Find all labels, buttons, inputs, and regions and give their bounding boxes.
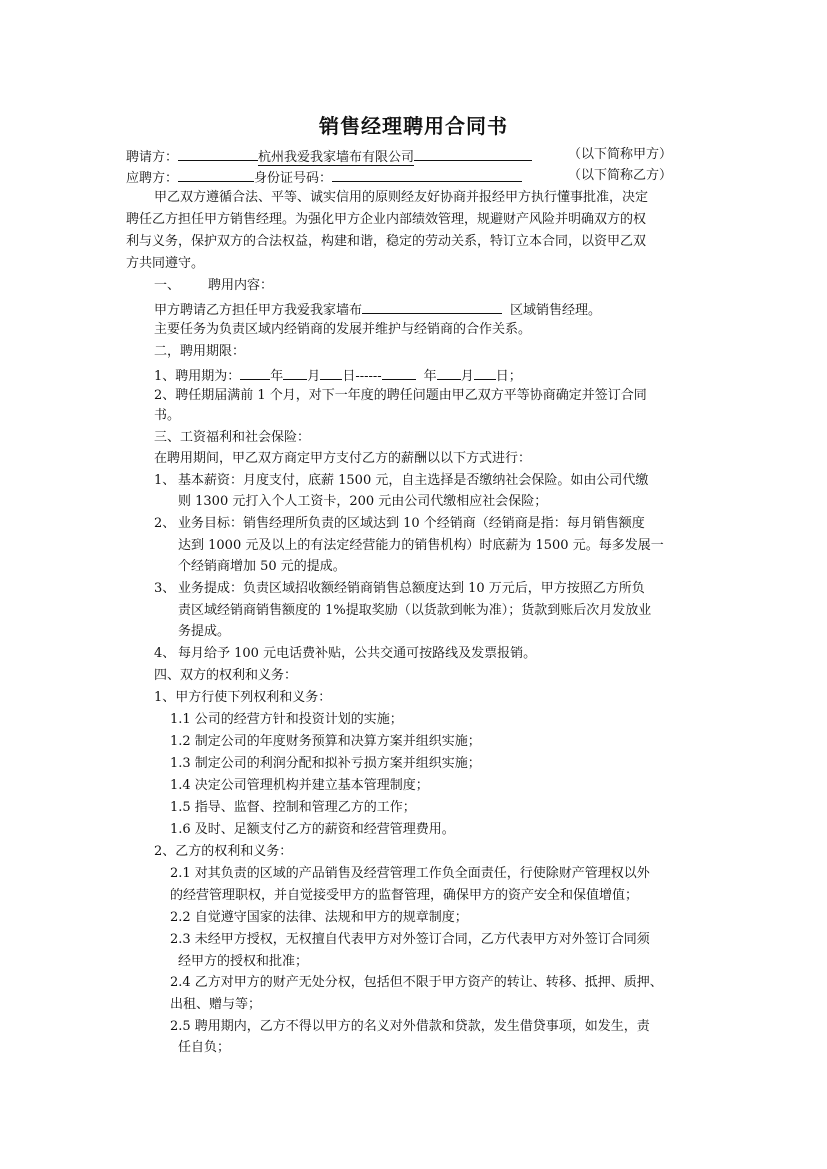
section-1-line-2: 主要任务为负责区域内经销商的发展并维护与经销商的合作关系。 — [154, 322, 532, 337]
party-a-rights-heading: 1、甲方行使下列权利和义务： — [154, 690, 332, 705]
term-line: 1、聘用期为： 年 月 日------ 年 月 日； — [154, 364, 522, 387]
renewal-line: 2、聘任期届满前 1 个月，对下一年度的聘任问题由甲乙双方平等协商确定并签订合同 — [154, 388, 647, 403]
preamble-line: 甲乙双方遵循合法、平等、诚实信用的原则经友好协商并报经甲方执行懂事批准，决定 — [154, 190, 649, 205]
party-a-line — [126, 145, 532, 168]
preamble-line: 方共同遵守。 — [126, 256, 205, 271]
party-a-rights-item: 1.2 制定公司的年度财务预算和决算方案并组织实施； — [170, 734, 481, 749]
pay-item-line: 业务提成：负责区域招收额经销商销售总额度达到 10 万元后，甲方按照乙方所负 — [178, 581, 645, 596]
pay-item-line: 达到 1000 元及以上的有法定经营能力的销售机构）时底薪为 1500 元。每多发展一 — [178, 538, 664, 553]
pay-item-num: 4、 — [154, 646, 176, 661]
party-a-rights-item: 1.1 公司的经营方针和投资计划的实施； — [170, 712, 403, 727]
party-b-suffix: （以下简称乙方） — [568, 168, 673, 183]
pay-item-line: 每月给予 100 元电话费补贴，公共交通可按路线及发票报销。 — [178, 646, 537, 661]
pay-item-line: 责区域经销商销售额度的 1%提取奖励（以货款到帐为准）；货款到账后次月发放业 — [178, 603, 652, 618]
section-1-line-1: 甲方聘请乙方担任甲方我爱我家墙布 区域销售经理。 — [154, 298, 601, 321]
party-b-rights-item: 2.5 聘用期内，乙方不得以甲方的名义对外借款和贷款，发生借贷事项，如发生，责 — [170, 1019, 650, 1034]
party-b-name-blank — [178, 166, 254, 182]
pay-item-line: 基本薪资：月度支付，底薪 1500 元，自主选择是否缴纳社会保险。如由公司代缴 — [178, 473, 649, 488]
party-b-line — [126, 166, 522, 189]
section-3-heading: 三、工资福利和社会保险： — [154, 430, 311, 445]
party-b-rights-item: 经甲方的授权和批准； — [178, 954, 309, 969]
pay-item-line: 个经销商增加 50 元的提成。 — [178, 559, 346, 574]
party-a-suffix: （以下简称甲方） — [568, 147, 673, 162]
party-a-rights-item: 1.6 及时、足额支付乙方的薪资和经营管理费用。 — [170, 822, 455, 837]
pay-item-num: 2、 — [154, 516, 176, 531]
party-b-rights-item: 任自负； — [178, 1040, 231, 1055]
party-b-rights-item: 出租、赠与等； — [170, 997, 262, 1012]
party-a-company: 杭州我爱我家墙布有限公司 — [258, 150, 415, 165]
party-b-rights-item: 2.2 自觉遵守国家的法律、法规和甲方的规章制度； — [170, 910, 468, 925]
renewal-line: 书。 — [154, 408, 181, 423]
party-b-rights-item: 2.4 乙方对甲方的财产无处分权，包括但不限于甲方资产的转让、转移、抵押、质押、 — [170, 975, 663, 990]
pay-item-line: 务提成。 — [178, 624, 231, 639]
pay-item-line: 业务目标：销售经理所负责的区域达到 10 个经销商（经销商是指：每月销售额度 — [178, 516, 645, 531]
document-title: 销售经理聘用合同书 — [319, 114, 508, 138]
party-b-rights-item: 的经营管理职权，并自觉接受甲方的监督管理，确保甲方的资产安全和保值增值； — [170, 888, 639, 903]
section-2-heading: 二，聘用期限： — [154, 344, 246, 359]
party-b-rights-heading: 2、乙方的权利和义务： — [154, 844, 293, 859]
region-blank — [362, 298, 502, 314]
section-1-heading: 一、 聘用内容： — [154, 278, 274, 293]
party-a-rights-item: 1.3 制定公司的利润分配和拟补亏损方案并组织实施； — [170, 756, 481, 771]
party-b-rights-item: 2.3 未经甲方授权，无权擅自代表甲方对外签订合同，乙方代表甲方对外签订合同须 — [170, 932, 650, 947]
preamble-line: 聘任乙方担任甲方销售经理。为强化甲方企业内部绩效管理，规避财产风险并明确双方的权 — [126, 212, 647, 227]
party-b-id-blank — [332, 166, 522, 182]
party-b-rights-item: 2.1 对其负责的区域的产品销售及经营管理工作负全面责任，行使除财产管理权以外 — [170, 866, 650, 881]
party-a-rights-item: 1.5 指导、监督、控制和管理乙方的工作； — [170, 800, 416, 815]
party-b-label: 应聘方： — [126, 171, 179, 186]
preamble-line: 利与义务，保护双方的合法权益，构建和谐，稳定的劳动关系，特订立本合同，以资甲乙双 — [126, 234, 647, 249]
pay-item-line: 则 1300 元打入个人工资卡，200 元由公司代缴相应社会保险； — [178, 494, 548, 509]
pay-item-num: 1、 — [154, 473, 176, 488]
section-3-intro: 在聘用期间，甲乙双方商定甲方支付乙方的薪酬以以下方式进行： — [154, 451, 532, 466]
party-a-rights-item: 1.4 决定公司管理机构并建立基本管理制度； — [170, 778, 429, 793]
party-a-label: 聘请方： — [126, 150, 179, 165]
pay-item-num: 3、 — [154, 581, 176, 596]
party-b-id-label: 身份证号码： — [254, 171, 333, 186]
section-4-heading: 四、双方的权利和义务： — [154, 668, 298, 683]
